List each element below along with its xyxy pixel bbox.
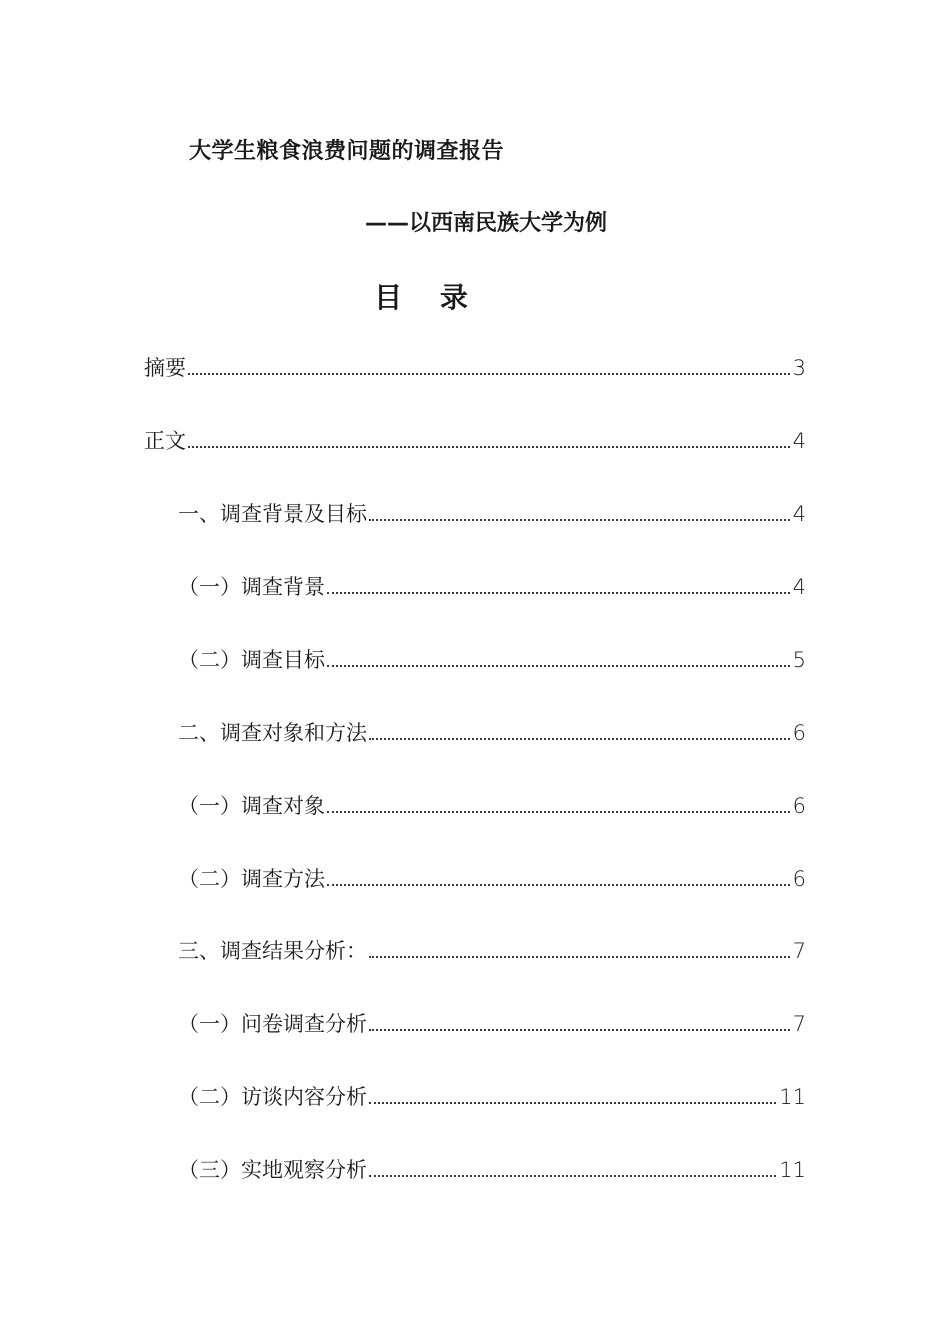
dot-leader [327, 810, 790, 813]
toc-entry-label: 一、调查背景及目标 [178, 502, 367, 526]
toc-entry-questionnaire[interactable] [178, 1008, 806, 1040]
dot-leader [369, 1174, 776, 1177]
toc-page-number: 11 [779, 1158, 806, 1182]
toc-entry-subjects-methods[interactable] [178, 717, 806, 749]
toc-entry-interview[interactable] [178, 1081, 806, 1113]
toc-page-number: 11 [779, 1085, 806, 1109]
toc-entry-label: （二）访谈内容分析 [178, 1085, 367, 1109]
toc-entry-abstract[interactable] [144, 352, 806, 384]
toc-heading: 目 录 [374, 281, 482, 314]
toc-entry-subjects[interactable] [178, 790, 806, 822]
toc-entry-goals[interactable] [178, 644, 806, 676]
toc-entry-main-text[interactable] [144, 425, 806, 457]
toc-page-number: 4 [792, 575, 806, 599]
dot-leader [369, 1101, 776, 1104]
dot-leader [327, 664, 790, 667]
dot-leader [369, 955, 790, 958]
toc-entry-label: 正文 [144, 429, 186, 453]
toc-page-number: 4 [792, 502, 806, 526]
toc-entry-label: （一）调查背景 [178, 575, 325, 599]
toc-page-number: 4 [792, 429, 806, 453]
toc-entry-label: （三）实地观察分析 [178, 1158, 367, 1182]
toc-page-number: 6 [792, 867, 806, 891]
dot-leader [369, 518, 790, 521]
dot-leader [369, 1028, 790, 1031]
toc-entry-label: （二）调查目标 [178, 648, 325, 672]
toc-entry-background[interactable] [178, 571, 806, 603]
toc-entry-results-analysis[interactable] [178, 935, 806, 967]
dot-leader [188, 372, 790, 375]
toc-entry-label: 二、调查对象和方法 [178, 721, 367, 745]
toc-entry-label: （一）调查对象 [178, 794, 325, 818]
dot-leader [369, 737, 790, 740]
dot-leader [188, 445, 790, 448]
toc-page-number: 7 [792, 939, 806, 963]
toc-page-number: 3 [792, 356, 806, 380]
toc-entry-field-observation[interactable] [178, 1154, 806, 1186]
toc-page-number: 7 [792, 1012, 806, 1036]
toc-entry-label: （一）问卷调查分析 [178, 1012, 367, 1036]
report-subtitle: ——以西南民族大学为例 [365, 211, 608, 236]
toc-page-number: 6 [792, 721, 806, 745]
toc-entry-label: 三、调查结果分析： [178, 939, 367, 963]
toc-entry-methods[interactable] [178, 863, 806, 895]
toc-entry-label: 摘要 [144, 356, 186, 380]
dot-leader [327, 883, 790, 886]
dot-leader [327, 591, 790, 594]
toc-entry-label: （二）调查方法 [178, 867, 325, 891]
toc-page-number: 6 [792, 794, 806, 818]
toc-page-number: 5 [792, 648, 806, 672]
toc-entry-background-goals[interactable] [178, 498, 806, 530]
report-title: 大学生粮食浪费问题的调查报告 [189, 139, 505, 164]
